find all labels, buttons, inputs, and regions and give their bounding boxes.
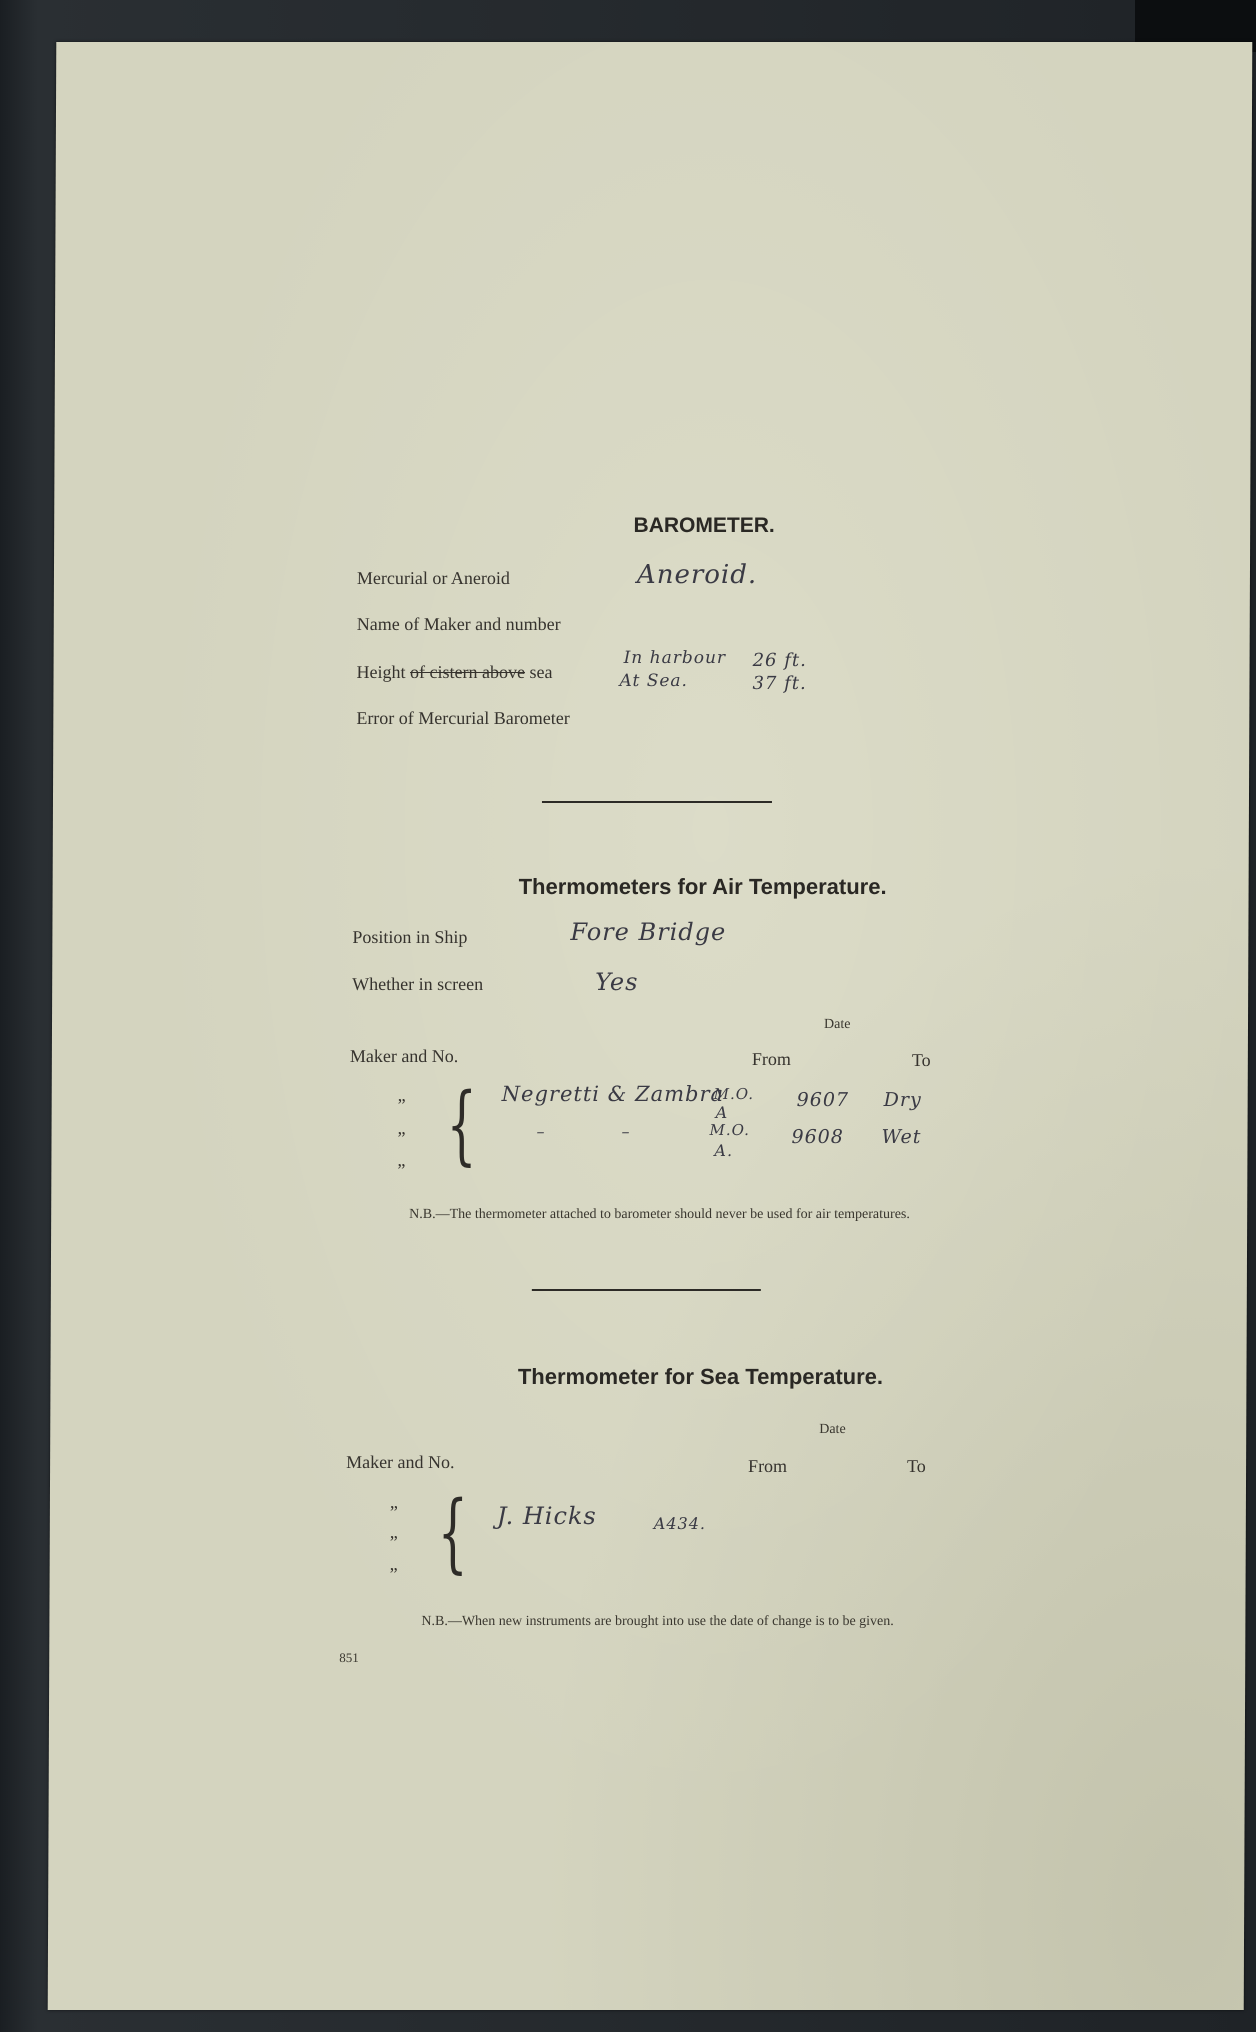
air-to-label: To <box>911 1050 931 1070</box>
air-row1-number: 9607 <box>796 1089 850 1111</box>
screen-value: Yes <box>595 968 639 996</box>
air-row2-mark-top: M.O. <box>709 1121 750 1139</box>
section-divider-1 <box>542 801 772 803</box>
air-note: N.B.—The thermometer attached to barometer should never be used for air temperatures. <box>409 1207 910 1222</box>
sea-note: N.B.—When new instruments are brought into use the date of change is to be given. <box>421 1614 894 1629</box>
air-row1-mark-top: M.O. <box>713 1085 755 1103</box>
height-label-start: Height <box>356 662 406 682</box>
sea-row1-maker: J. Hicks <box>496 1502 597 1530</box>
sea-heading: Thermometer for Sea Temperature. <box>517 1364 884 1389</box>
barometer-heading: BAROMETER. <box>633 514 775 537</box>
position-value: Fore Bridge <box>570 918 727 946</box>
document-page <box>48 42 1253 2010</box>
sea-brace: { <box>437 1483 469 1583</box>
position-label: Position in Ship <box>352 927 468 947</box>
air-from-label: From <box>751 1049 791 1069</box>
height-sea-place: At Sea. <box>619 671 689 691</box>
sea-maker-label: Maker and No. <box>346 1452 455 1472</box>
sea-ditto-1: ” <box>389 1502 398 1522</box>
maker-label: Name of Maker and number <box>356 614 561 634</box>
height-label <box>356 662 552 683</box>
air-row1-mark-bottom: A <box>715 1103 729 1122</box>
air-ditto-3: ” <box>397 1160 406 1180</box>
sea-row1-number: A434. <box>653 1514 707 1533</box>
mercurial-label: Mercurial or Aneroid <box>356 568 510 588</box>
height-label-end: sea <box>529 662 553 682</box>
air-row1-type: Dry <box>883 1089 922 1111</box>
mercurial-value: Aneroid. <box>636 560 758 590</box>
air-heading: Thermometers for Air Temperature. <box>518 874 887 899</box>
sea-date-label: Date <box>819 1422 846 1437</box>
air-row2-mark-bottom: A. <box>714 1141 734 1160</box>
air-ditto-2: ” <box>397 1128 406 1148</box>
height-sea-value: 37 ft. <box>752 673 807 694</box>
air-date-label: Date <box>823 1017 851 1032</box>
height-label-struck: of cistern above <box>410 662 526 682</box>
air-brace: { <box>446 1075 477 1175</box>
sea-from-label: From <box>748 1456 788 1476</box>
section-divider-2 <box>532 1289 761 1291</box>
error-label: Error of Mercurial Barometer <box>356 708 570 728</box>
sea-to-label: To <box>907 1456 926 1476</box>
air-row2-type: Wet <box>881 1126 922 1148</box>
form-number: 851 <box>339 1650 359 1665</box>
air-row2-ditto-1: – <box>536 1122 546 1141</box>
height-harbour-value: 26 ft. <box>752 650 807 671</box>
sea-ditto-3: ” <box>389 1564 398 1584</box>
air-row2-ditto-2: – <box>621 1122 631 1141</box>
air-row2-number: 9608 <box>791 1126 844 1148</box>
screen-label: Whether in screen <box>352 974 484 994</box>
height-harbour-place: In harbour <box>623 648 727 668</box>
air-ditto-1: ” <box>397 1095 406 1115</box>
air-maker-label: Maker and No. <box>349 1046 459 1066</box>
sea-ditto-2: ” <box>389 1532 398 1552</box>
air-row1-maker: Negretti & Zambra <box>501 1082 725 1106</box>
